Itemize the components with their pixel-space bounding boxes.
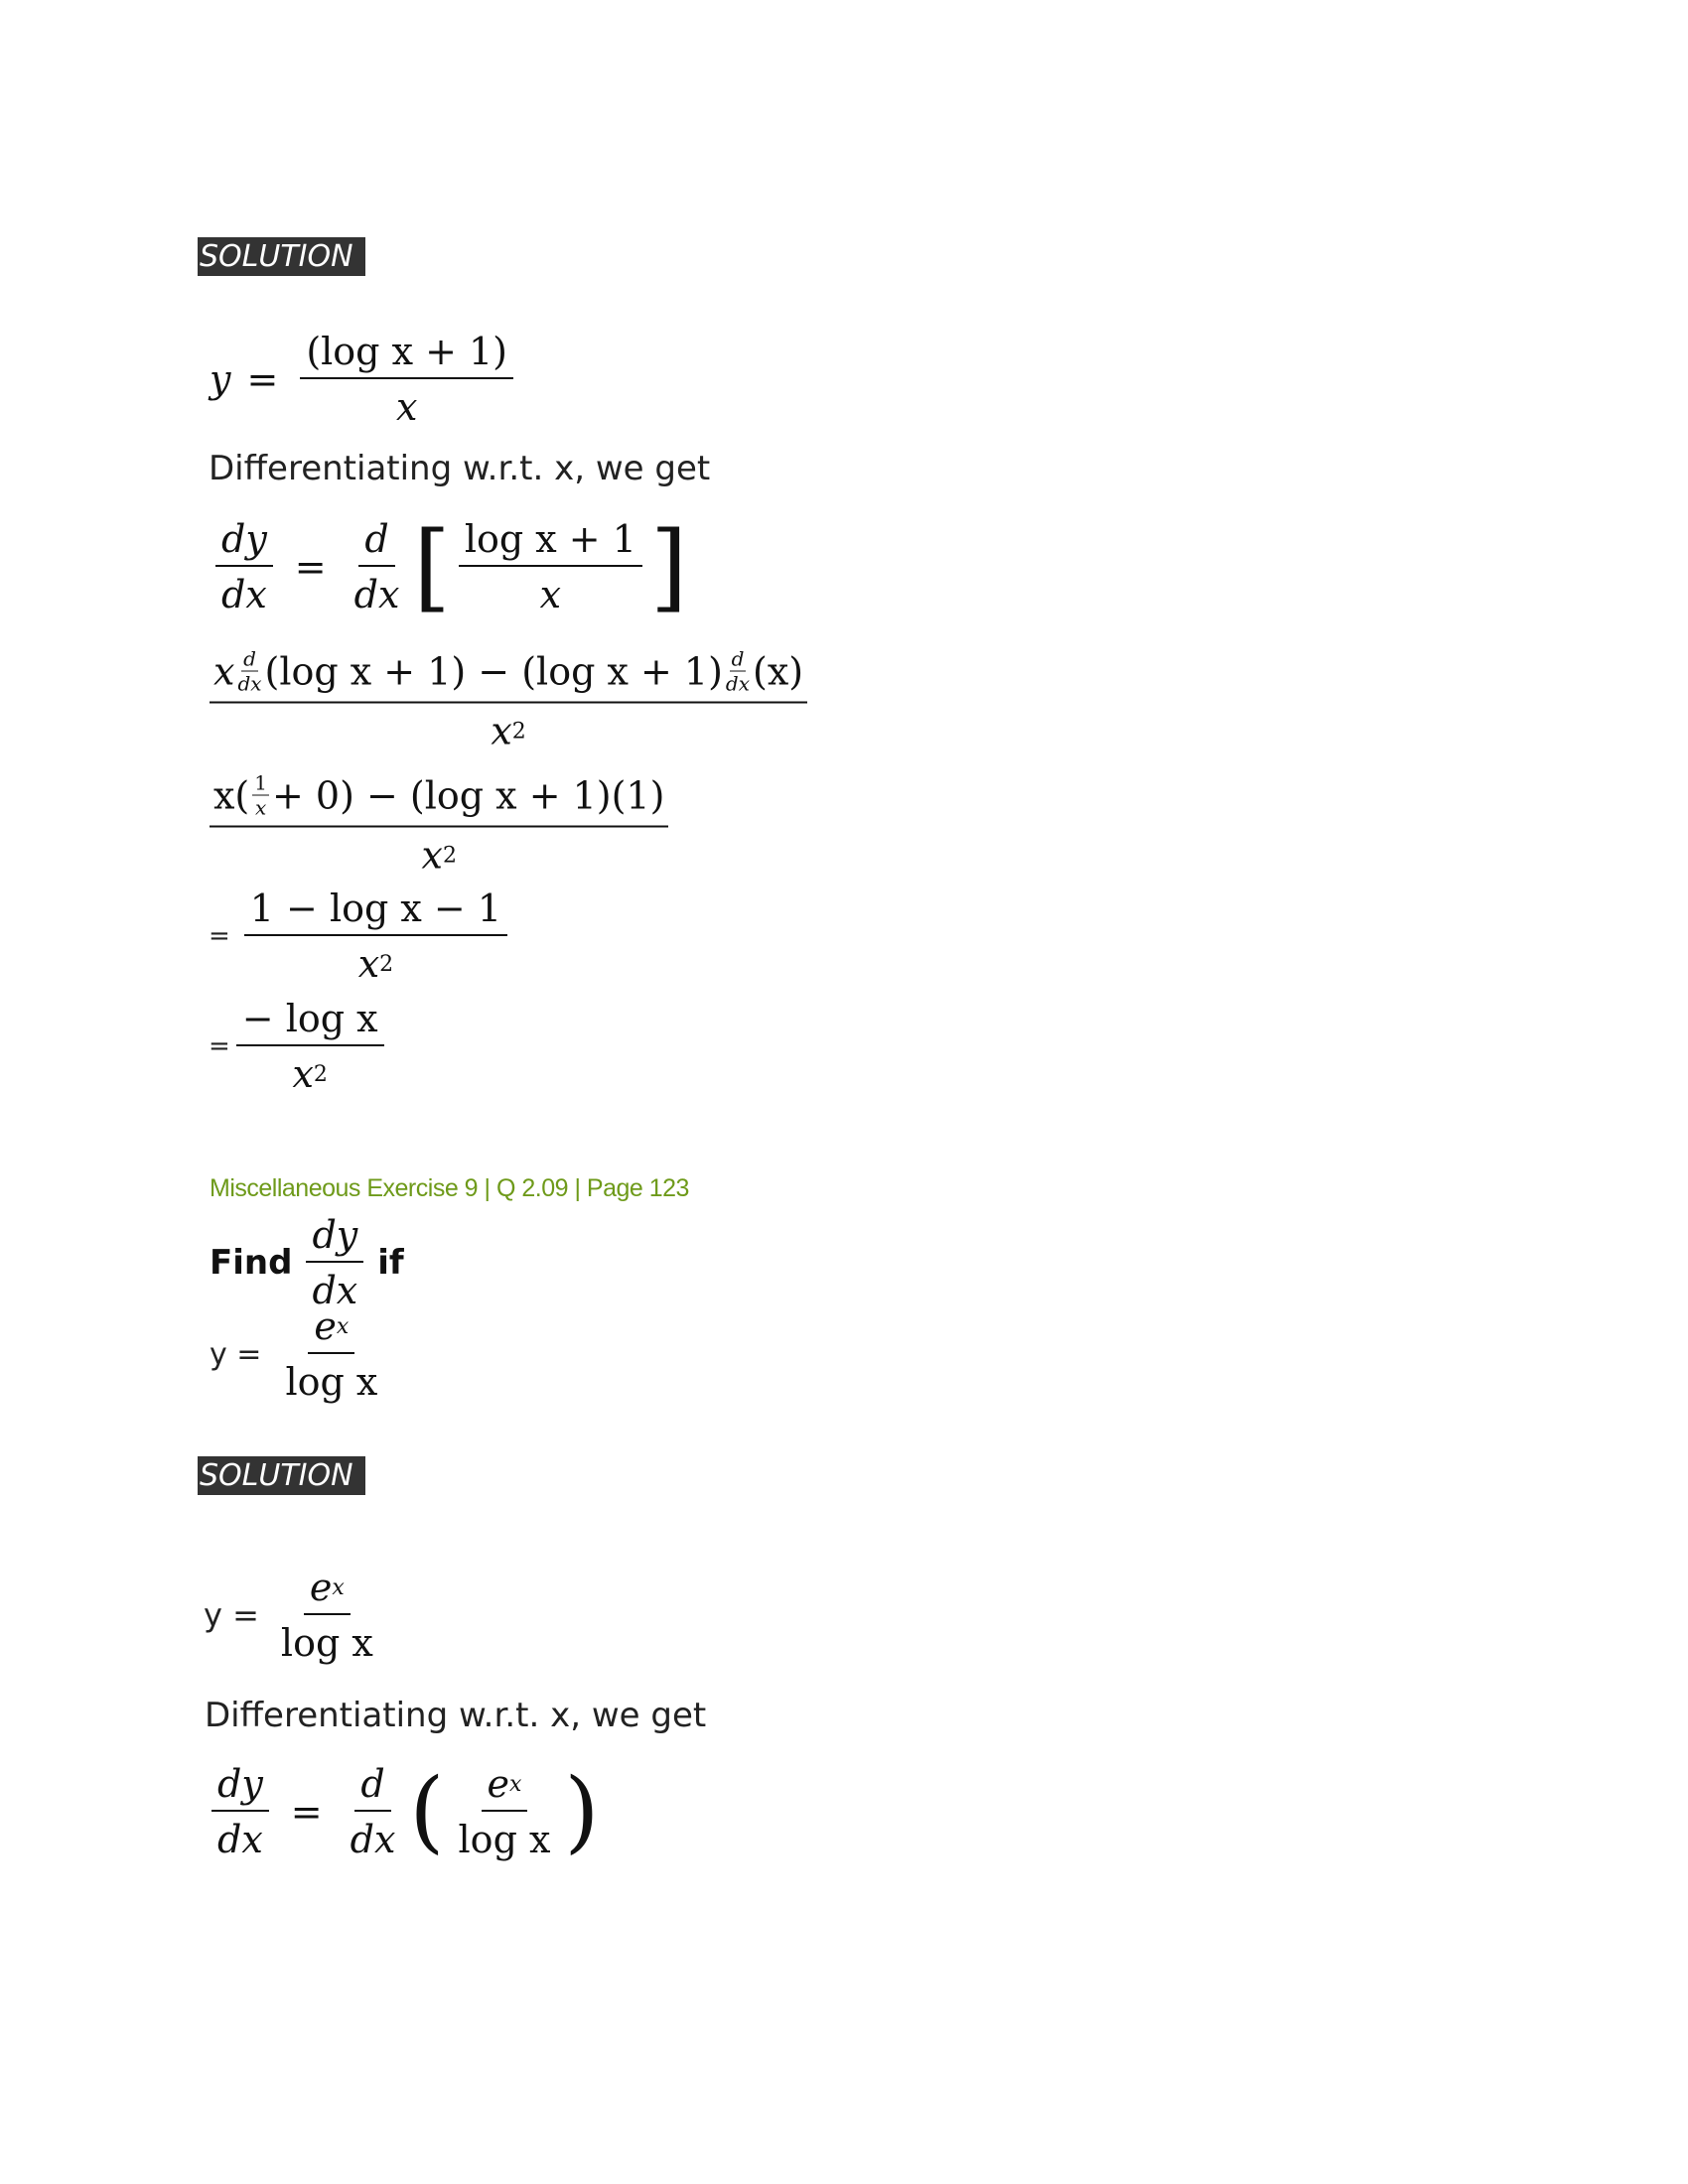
- numerator: 1: [254, 770, 267, 795]
- dy-dx: [215, 517, 273, 616]
- denominator: x: [539, 573, 562, 616]
- dy-dx: [211, 1762, 269, 1861]
- denominator: dx: [353, 573, 400, 616]
- denominator: dx: [221, 573, 267, 616]
- equals-sign: =: [246, 357, 279, 401]
- fraction: [236, 997, 384, 1096]
- denominator: x: [421, 833, 443, 878]
- equation-step3: [209, 887, 513, 986]
- y-symbol: y: [210, 357, 231, 401]
- fraction: [275, 1566, 379, 1665]
- question-equation: [210, 1304, 389, 1404]
- d-dx-small: [237, 647, 261, 696]
- numerator: − log x: [236, 997, 384, 1046]
- fraction: [210, 771, 668, 878]
- numerator: d: [731, 646, 745, 671]
- question-title: [210, 1213, 404, 1312]
- denominator: log x: [458, 1818, 551, 1861]
- denominator: dx: [237, 671, 262, 696]
- equation-derivative: [210, 511, 689, 622]
- left-paren: (: [409, 1759, 445, 1863]
- term: + 0) − (log x + 1)(1): [272, 773, 665, 817]
- exponent: x: [509, 1771, 522, 1797]
- exponent: x: [332, 1574, 345, 1600]
- equation-derivative-2: [206, 1759, 602, 1863]
- numerator: (log x + 1): [300, 330, 513, 379]
- left-bracket: [: [413, 511, 451, 622]
- equation-y-definition-2: [204, 1566, 385, 1665]
- x-term: x: [213, 649, 235, 693]
- numerator: log x + 1: [459, 517, 642, 567]
- y-equals: y =: [210, 1336, 262, 1372]
- denominator: dx: [725, 671, 751, 696]
- denominator: dx: [350, 1818, 396, 1861]
- denominator: x: [254, 795, 267, 820]
- numerator: d: [354, 1762, 390, 1812]
- denominator: x: [491, 709, 512, 753]
- term: x(: [213, 773, 250, 817]
- equals-sign: =: [294, 545, 327, 589]
- d-dx-small: [726, 647, 750, 696]
- solution-label: SOLUTION: [198, 237, 365, 276]
- d-dx: [349, 517, 406, 616]
- exponent: 2: [313, 1061, 328, 1087]
- denominator: log x: [285, 1360, 378, 1404]
- denominator: log x: [280, 1621, 373, 1665]
- one-over-x: [252, 771, 269, 820]
- numerator: dy: [215, 517, 273, 567]
- fraction: [210, 647, 807, 753]
- equation-step2: [210, 771, 668, 878]
- differentiating-text: Differentiating w.r.t. x, we get: [209, 449, 711, 488]
- find-label: Find: [210, 1243, 293, 1283]
- equals-sign: =: [209, 1031, 230, 1061]
- numerator: 1 − log x − 1: [244, 887, 507, 936]
- fraction: [300, 330, 513, 429]
- equation-result: [209, 997, 390, 1096]
- fraction: [453, 1762, 557, 1861]
- y-equals: y =: [204, 1596, 259, 1634]
- d-dx: [345, 1762, 402, 1861]
- numerator: dy: [306, 1213, 363, 1263]
- numerator: e: [314, 1304, 337, 1348]
- dy-dx: [306, 1213, 363, 1312]
- denominator: dx: [217, 1818, 263, 1861]
- end-term: (x): [753, 649, 804, 693]
- question-source-link[interactable]: Miscellaneous Exercise 9 | Q 2.09 | Page 123: [210, 1174, 689, 1202]
- numerator: d: [243, 646, 256, 671]
- numerator: d: [358, 517, 394, 567]
- denominator: x: [395, 385, 418, 429]
- exponent: 2: [442, 843, 457, 868]
- equals-sign: =: [209, 921, 230, 951]
- exponent: 2: [511, 719, 526, 744]
- equation-quotient-rule: [210, 647, 807, 753]
- denominator: dx: [312, 1269, 358, 1312]
- equals-sign: =: [290, 1790, 323, 1834]
- differentiating-text: Differentiating w.r.t. x, we get: [205, 1696, 707, 1735]
- numerator: e: [309, 1566, 333, 1609]
- denominator: x: [292, 1052, 314, 1096]
- numerator: e: [487, 1762, 509, 1806]
- if-label: if: [377, 1243, 404, 1283]
- exponent: 2: [379, 951, 394, 977]
- right-bracket: ]: [649, 511, 688, 622]
- equation-y-definition: [210, 330, 519, 429]
- fraction: [244, 887, 507, 986]
- middle-term: (log x + 1) − (log x + 1): [264, 649, 723, 693]
- numerator: dy: [211, 1762, 269, 1812]
- fraction: [279, 1304, 383, 1404]
- right-paren: ): [564, 1759, 600, 1863]
- exponent: x: [336, 1313, 350, 1339]
- denominator: x: [357, 942, 380, 986]
- fraction: [459, 517, 642, 616]
- solution-label: SOLUTION: [198, 1456, 365, 1495]
